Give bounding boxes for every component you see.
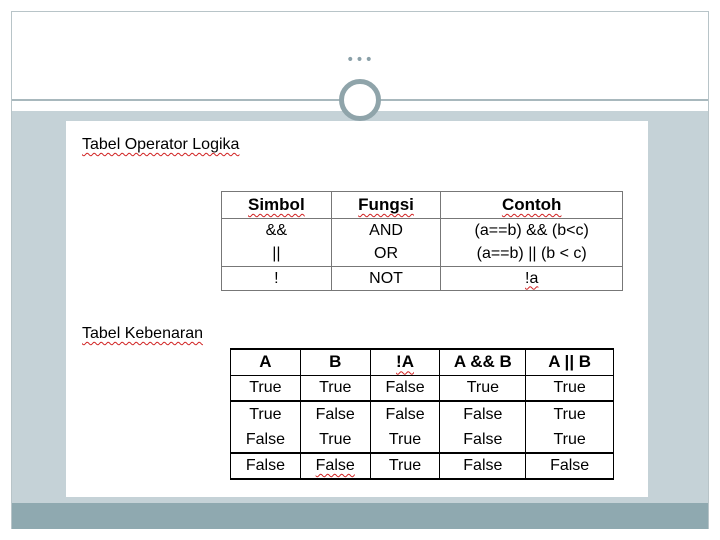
table-row xyxy=(222,267,623,291)
cell-and: True xyxy=(440,375,526,401)
truth-table xyxy=(230,348,614,480)
operator-table xyxy=(221,191,623,291)
table-row xyxy=(222,243,623,267)
ellipsis-icon: ••• xyxy=(346,52,374,68)
cell-b: True xyxy=(300,375,370,401)
header-not-a: !A xyxy=(370,349,440,375)
cell-not-a: False xyxy=(370,401,440,427)
cell-symbol: ! xyxy=(222,267,332,291)
header-simbol: Simbol xyxy=(222,192,332,219)
cell-or: True xyxy=(526,401,614,427)
ring-icon xyxy=(339,79,381,121)
header-fungsi: Fungsi xyxy=(331,192,441,219)
cell-and: False xyxy=(440,401,526,427)
cell-symbol: || xyxy=(222,243,332,267)
table-row xyxy=(231,453,614,479)
header-a: A xyxy=(231,349,301,375)
header-b: B xyxy=(300,349,370,375)
cell-a: False xyxy=(231,427,301,453)
table-row xyxy=(231,375,614,401)
footer-bar xyxy=(12,503,708,529)
cell-or: False xyxy=(526,453,614,479)
cell-b: False xyxy=(300,401,370,427)
header-a-or-b: A || B xyxy=(526,349,614,375)
cell-function: AND xyxy=(331,219,441,243)
document-image xyxy=(66,121,648,497)
header-contoh: Contoh xyxy=(441,192,623,219)
cell-and: False xyxy=(440,453,526,479)
cell-not-a: False xyxy=(370,375,440,401)
cell-not-a: True xyxy=(370,427,440,453)
cell-b: True xyxy=(300,427,370,453)
cell-or: True xyxy=(526,375,614,401)
cell-example: !a xyxy=(441,267,623,291)
cell-example: (a==b) || (b < c) xyxy=(441,243,623,267)
table-row xyxy=(222,219,623,243)
cell-and: False xyxy=(440,427,526,453)
cell-b: False xyxy=(300,453,370,479)
cell-function: NOT xyxy=(331,267,441,291)
table-row xyxy=(231,401,614,427)
header-a-and-b: A && B xyxy=(440,349,526,375)
cell-not-a: True xyxy=(370,453,440,479)
cell-a: True xyxy=(231,401,301,427)
truth-table-title: Tabel Kebenaran xyxy=(82,325,203,342)
cell-function: OR xyxy=(331,243,441,267)
operator-table-title: Tabel Operator Logika xyxy=(82,136,240,153)
cell-symbol: && xyxy=(222,219,332,243)
cell-a: False xyxy=(231,453,301,479)
cell-example: (a==b) && (b<c) xyxy=(441,219,623,243)
cell-or: True xyxy=(526,427,614,453)
cell-a: True xyxy=(231,375,301,401)
table-row xyxy=(231,427,614,453)
